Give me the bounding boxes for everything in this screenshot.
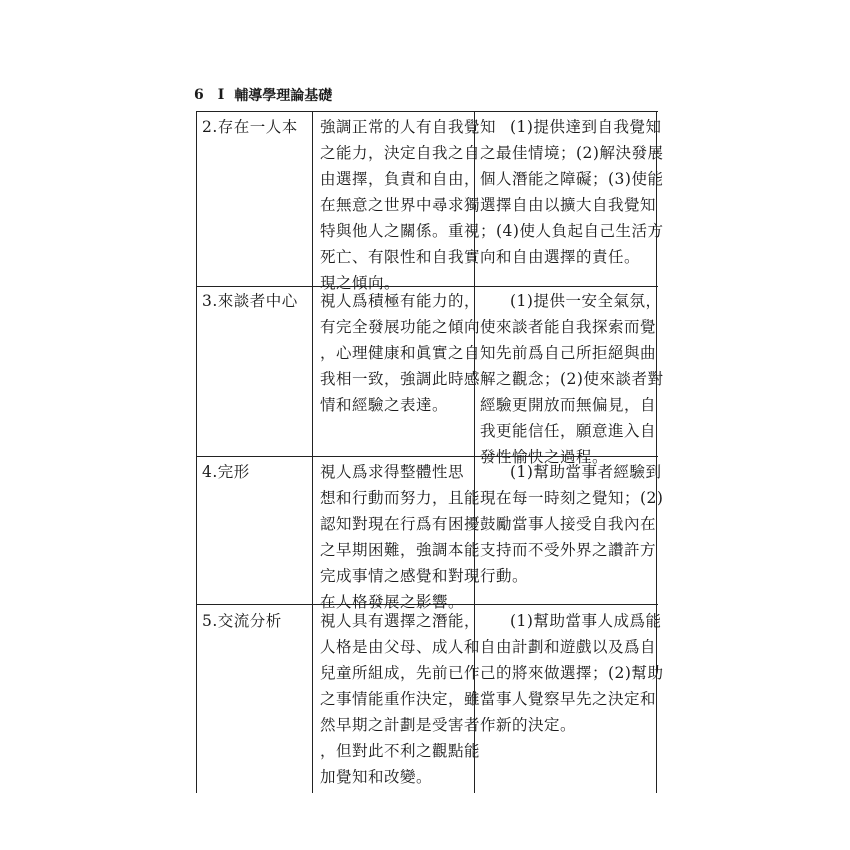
theory-name: 5.交流分析	[202, 612, 282, 630]
cell-line: 知先前爲自己所拒絕與曲	[480, 344, 657, 362]
part-label: I	[217, 87, 225, 103]
cell-line: 有完全發展功能之傾向	[320, 318, 481, 336]
cell-line: 己的將來做選擇；(2)幫助	[480, 664, 664, 682]
cell-line: 認知對現在行爲有困擾	[320, 515, 481, 533]
cell-line: 自由計劃和遊戲以及爲自	[480, 638, 657, 656]
cell-line: 作新的決定。	[480, 716, 577, 734]
cell-line: (1)提供達到自我覺知	[510, 118, 662, 136]
cell-line: 在人格發展之影響。	[320, 593, 465, 611]
cell-line: 當事人覺察早先之決定和	[480, 690, 657, 708]
cell-line: 之早期困難，強調本能	[320, 541, 481, 559]
cell-line: 特與他人之關係。重視	[320, 222, 481, 240]
cell-line: 發性愉快之過程。	[480, 448, 609, 466]
cell-line: 由選擇，負責和自由，	[320, 170, 481, 188]
cell-line: ；(4)使人負起自己生活方	[480, 222, 664, 240]
cell-line: 選擇自由以擴大自我覺知	[480, 196, 657, 214]
cell-line: (1)幫助當事者經驗到	[510, 463, 662, 481]
cell-line: 解之觀念；(2)使來談者對	[480, 370, 664, 388]
cell-line: 兒童所組成，先前已作	[320, 664, 481, 682]
table-column-rule	[196, 111, 197, 793]
cell-line: 強調正常的人有自我覺知	[320, 118, 497, 136]
theory-name: 4.完形	[202, 463, 250, 481]
page-header	[194, 84, 332, 106]
cell-line: ，心理健康和眞實之自	[320, 344, 481, 362]
view-of-human-cell	[320, 459, 480, 615]
cell-line: 個人潛能之障礙；(3)使能	[480, 170, 664, 188]
cell-line: 支持而不受外界之讚許方	[480, 541, 657, 559]
cell-line: 然早期之計劃是受害者	[320, 716, 481, 734]
counseling-goal-cell	[480, 608, 663, 738]
cell-line: 我更能信任，願意進入自	[480, 422, 657, 440]
cell-line: 人格是由父母、成人和	[320, 638, 481, 656]
cell-line: 之最佳情境；(2)解決發展	[480, 144, 664, 162]
cell-line: ，但對此不利之觀點能	[320, 742, 481, 760]
cell-line: 死亡、有限性和自我實	[320, 248, 481, 266]
cell-line: (1)幫助當事人成爲能	[510, 612, 662, 630]
cell-line: 情和經驗之表達。	[320, 396, 449, 414]
theory-name: 2.存在一人本	[202, 118, 298, 136]
cell-line: (1)提供一安全氣氛，	[510, 292, 662, 310]
counseling-goal-cell	[480, 114, 663, 270]
theory-table	[196, 111, 664, 793]
cell-line: 我相一致，強調此時感	[320, 370, 481, 388]
cell-line: 向和自由選擇的責任。	[480, 248, 641, 266]
view-of-human-cell	[320, 288, 480, 418]
cell-line: 之能力，決定自我之自	[320, 144, 481, 162]
cell-line: 現之傾向。	[320, 274, 401, 292]
page-number: 6	[194, 87, 204, 103]
cell-line: 視人爲積極有能力的，	[320, 292, 481, 310]
cell-line: 經驗更開放而無偏見，自	[480, 396, 657, 414]
book-title: 輔導學理論基礎	[234, 88, 333, 104]
cell-line: 鼓勵當事人接受自我內在	[480, 515, 657, 533]
cell-line: 在無意之世界中尋求獨	[320, 196, 481, 214]
cell-line: 視人具有選擇之潛能，	[320, 612, 481, 630]
cell-line: 加覺知和改變。	[320, 768, 433, 786]
cell-line: 想和行動而努力，且能	[320, 489, 481, 507]
cell-line: 視人爲求得整體性思	[320, 463, 465, 481]
cell-line: 完成事情之感覺和對現	[320, 567, 481, 585]
view-of-human-cell	[320, 114, 496, 296]
cell-line: 使來談者能自我探索而覺	[480, 318, 657, 336]
view-of-human-cell	[320, 608, 480, 790]
cell-line: 之事情能重作決定，雖	[320, 690, 481, 708]
counseling-goal-cell	[480, 459, 663, 589]
cell-line: 行動。	[480, 567, 529, 585]
cell-line: 現在每一時刻之覺知；(2)	[480, 489, 664, 507]
counseling-goal-cell	[480, 288, 663, 470]
table-column-rule	[312, 111, 313, 793]
table-rule	[196, 111, 658, 112]
theory-name: 3.來談者中心	[202, 292, 298, 310]
